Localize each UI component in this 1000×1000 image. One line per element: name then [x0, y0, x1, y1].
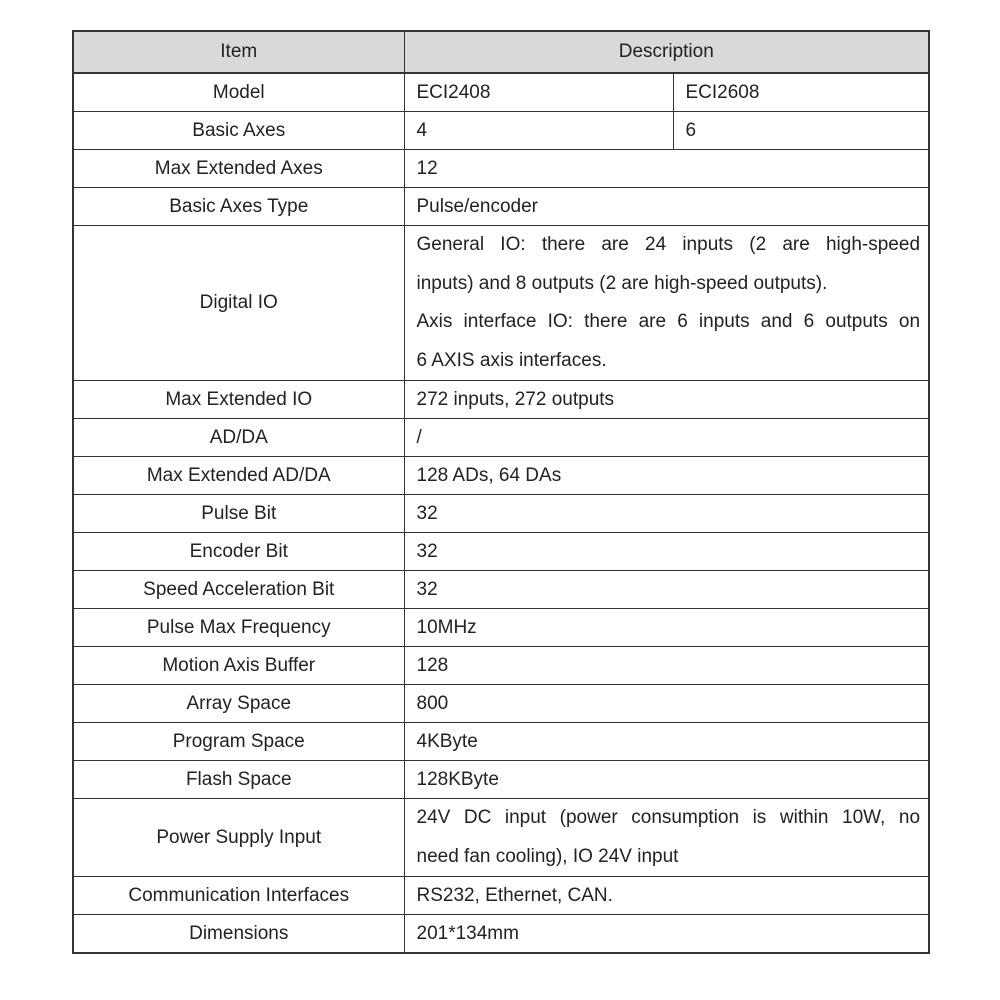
desc-cell-model-1: ECI2408: [404, 73, 673, 112]
item-cell: Power Supply Input: [73, 799, 404, 877]
row-flash-space: [73, 761, 929, 799]
desc-cell: 32: [404, 495, 929, 533]
desc-line: General IO: there are 24 inputs (2 are high-speed: [416, 234, 921, 255]
item-cell: Program Space: [73, 723, 404, 761]
row-power-supply-input: [73, 799, 929, 877]
desc-cell-basic-axes-1: 4: [404, 112, 673, 150]
row-ad-da: [73, 419, 929, 457]
row-max-extended-axes: [73, 150, 929, 188]
row-encoder-bit: [73, 533, 929, 571]
table-header-row: [73, 31, 929, 73]
row-program-space: [73, 723, 929, 761]
header-description-cell: Description: [404, 31, 929, 73]
row-dimensions: [73, 915, 929, 954]
item-cell: Basic Axes Type: [73, 188, 404, 226]
item-cell: Max Extended Axes: [73, 150, 404, 188]
item-cell: Flash Space: [73, 761, 404, 799]
desc-cell: 12: [404, 150, 929, 188]
desc-cell: 272 inputs, 272 outputs: [404, 381, 929, 419]
row-max-extended-io: [73, 381, 929, 419]
item-cell: Pulse Max Frequency: [73, 609, 404, 647]
row-basic-axes-type: [73, 188, 929, 226]
desc-cell: 4KByte: [404, 723, 929, 761]
item-cell: Communication Interfaces: [73, 877, 404, 915]
desc-cell: [404, 799, 929, 877]
desc-cell: 10MHz: [404, 609, 929, 647]
item-cell: Motion Axis Buffer: [73, 647, 404, 685]
item-cell: Max Extended IO: [73, 381, 404, 419]
item-cell: Max Extended AD/DA: [73, 457, 404, 495]
desc-line: inputs) and 8 outputs (2 are high-speed outputs).: [416, 272, 828, 294]
row-digital-io: [73, 226, 929, 381]
item-cell: Pulse Bit: [73, 495, 404, 533]
desc-cell: 32: [404, 533, 929, 571]
header-item-cell: Item: [73, 31, 404, 73]
desc-line: Axis interface IO: there are 6 inputs and 6 outputs on: [416, 311, 921, 332]
item-cell: Dimensions: [73, 915, 404, 954]
desc-line: need fan cooling), IO 24V input: [416, 845, 679, 867]
item-cell: Basic Axes: [73, 112, 404, 150]
row-motion-axis-buffer: [73, 647, 929, 685]
desc-cell: Pulse/encoder: [404, 188, 929, 226]
spec-table: [72, 30, 930, 954]
desc-line: 6 AXIS axis interfaces.: [416, 349, 607, 371]
desc-cell: 128KByte: [404, 761, 929, 799]
row-model: [73, 73, 929, 112]
item-cell: Model: [73, 73, 404, 112]
item-cell: AD/DA: [73, 419, 404, 457]
desc-cell: [404, 226, 929, 381]
desc-line: 24V DC input (power consumption is within 10W, no: [416, 807, 921, 828]
desc-cell: 128 ADs, 64 DAs: [404, 457, 929, 495]
row-speed-acceleration-bit: [73, 571, 929, 609]
desc-cell-model-2: ECI2608: [673, 73, 929, 112]
desc-cell: RS232, Ethernet, CAN.: [404, 877, 929, 915]
item-cell: Encoder Bit: [73, 533, 404, 571]
row-communication-interfaces: [73, 877, 929, 915]
desc-cell: 201*134mm: [404, 915, 929, 954]
item-cell: Speed Acceleration Bit: [73, 571, 404, 609]
desc-cell: 800: [404, 685, 929, 723]
row-pulse-max-frequency: [73, 609, 929, 647]
desc-cell: 32: [404, 571, 929, 609]
row-max-extended-ad-da: [73, 457, 929, 495]
row-basic-axes: [73, 112, 929, 150]
desc-cell: 128: [404, 647, 929, 685]
desc-cell-basic-axes-2: 6: [673, 112, 929, 150]
desc-cell: /: [404, 419, 929, 457]
item-cell: Array Space: [73, 685, 404, 723]
item-cell: Digital IO: [73, 226, 404, 381]
row-pulse-bit: [73, 495, 929, 533]
row-array-space: [73, 685, 929, 723]
